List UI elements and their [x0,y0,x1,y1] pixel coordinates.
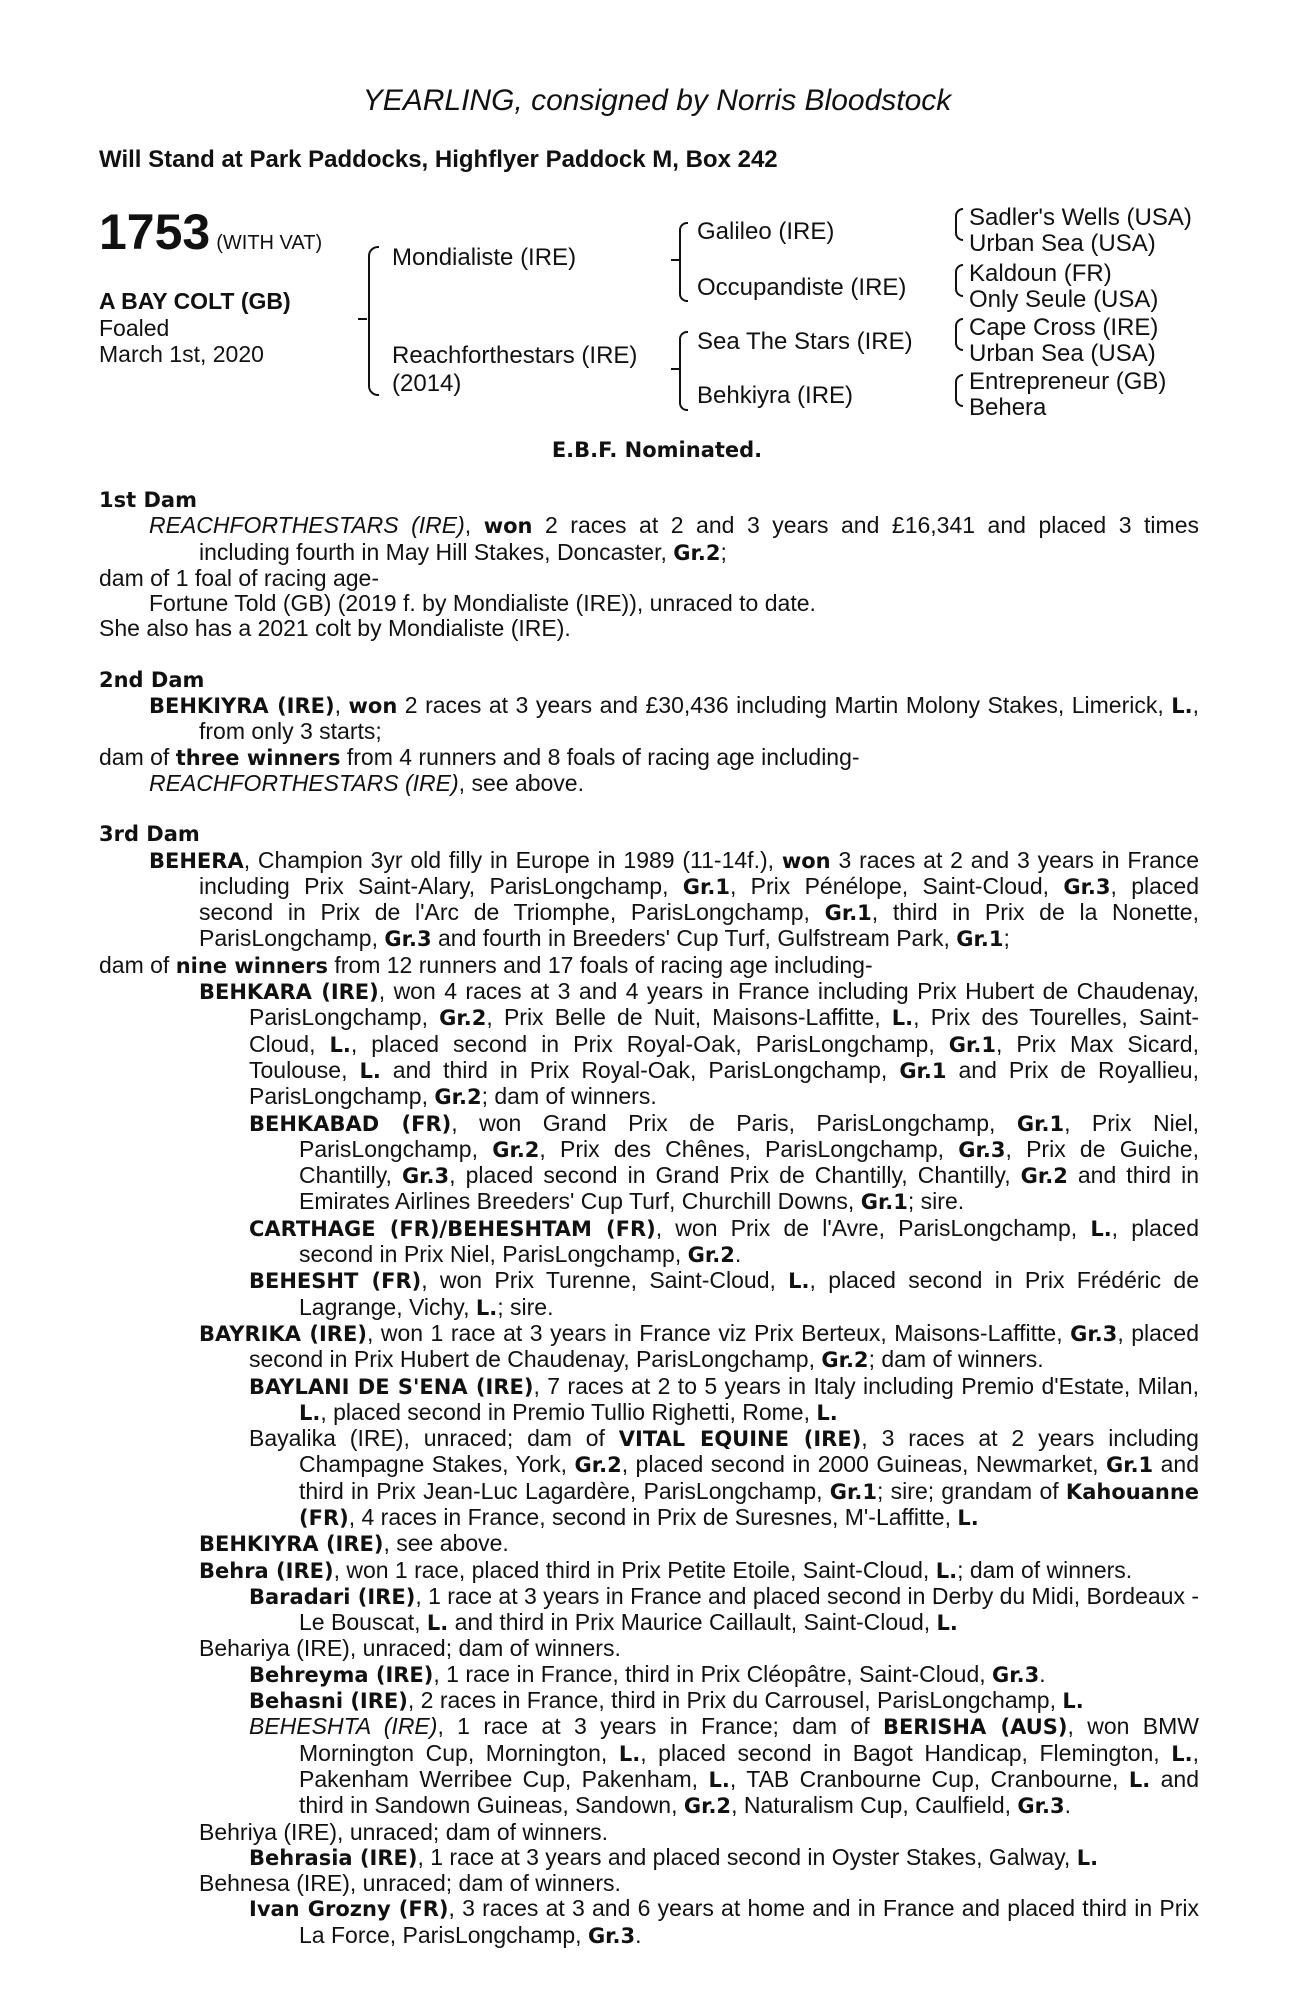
text: , from only 3 starts; [199,692,1199,745]
foaled-label: Foaled [99,315,170,341]
first-dam-foal: Fortune Told (GB) (2019 f. by Mondialiste (IRE)), unraced to date. [149,590,816,617]
produce-bayrika [99,1321,1199,1374]
first-dam-dam-of: dam of 1 foal of racing age- [99,564,379,591]
horse-name: BEHESHTA (IRE) [249,1713,438,1740]
pedigree-brace-dam-tip [671,368,680,370]
text: , won 1 race, placed third in Prix Petite Etoile, Saint-Cloud, [333,1556,936,1583]
third-dam-name: BEHERA [149,848,244,873]
text: , won 4 races at 3 and 4 years in France including Prix Hubert de Chaudenay, ParisLongchamp, [249,978,1199,1031]
horse-name: Baradari (IRE) [249,1584,416,1609]
produce-bayalika [99,1426,1199,1531]
listed: L. [475,1295,498,1320]
pedigree-brace-g3-4 [955,374,963,407]
text: and third in Prix Royal-Oak, ParisLongchamp, [380,1056,900,1083]
pedigree-gen2-4: Behkiyra (IRE) [697,382,854,409]
text: ; dam of winners. [481,1083,657,1110]
text: and third in Prix Jean-Luc Lagardère, ParisLongchamp, [299,1451,1200,1504]
pedigree-gen3-1: Sadler's Wells (USA) [969,204,1192,231]
page-title: YEARLING, consigned by Norris Bloodstock [362,84,952,117]
horse-name: CARTHAGE (FR)/BEHESHTAM (FR) [249,1216,656,1241]
text: . [1039,1660,1046,1687]
text: , won Prix Turenne, Saint-Cloud, [421,1267,789,1294]
text: , Prix Pénélope, Saint-Cloud, [729,872,1064,899]
grade: Gr.2 [821,1348,869,1373]
horse-name: Kahouanne (FR) [299,1479,1200,1530]
text: , 1 race in France, third in Prix Cléopâtre, Saint-Cloud, [433,1660,993,1687]
produce-behriya: Behriya (IRE), unraced; dam of winners. [199,1818,609,1845]
spacer [99,642,1199,668]
grade: Gr.3 [401,1164,450,1189]
text: ; [1003,925,1010,952]
grade: Gr.1 [1105,1453,1154,1478]
grade: Gr.3 [384,927,432,952]
text: dam of [99,743,176,770]
grade: Gr.2 [439,1006,487,1031]
produce-behasni [99,1688,1199,1714]
stand-location: Will Stand at Park Paddocks, Highflyer Paddock M, Box 242 [99,146,778,173]
text: , placed second in Prix Hubert de Chaudenay, ParisLongchamp, [249,1319,1199,1373]
produce-behnesa: Behnesa (IRE), unraced; dam of winners. [199,1870,621,1897]
text: , placed second in Grand Prix de Chantilly, Chantilly, [449,1162,1021,1189]
listed: L. [426,1611,449,1636]
horse-name: BEHKABAD (FR) [249,1111,452,1136]
listed: L. [618,1741,641,1766]
text: , Prix Max Sicard, Toulouse, [249,1030,1199,1083]
produce-behra [99,1558,1199,1584]
grade: Gr.3 [1063,874,1111,899]
text: ; dam of winners. [868,1346,1044,1373]
grade: Gr.1 [824,901,872,926]
listed: L. [1076,1845,1099,1870]
grade: Gr.1 [1016,1111,1065,1136]
grade: Gr.2 [492,1137,540,1162]
grade: Gr.3 [587,1923,636,1948]
listed: L. [329,1032,351,1057]
text: , won BMW Mornington Cup, Mornington, [299,1713,1200,1766]
text: from 4 runners and 8 foals of racing age including- [340,743,860,770]
text: , 2 races in France, third in Prix du Carrousel, ParisLongchamp, [407,1687,1063,1714]
produce-carthage [99,1216,1199,1269]
listed: L. [1171,694,1193,719]
listed: L. [788,1269,810,1294]
produce-baradari [99,1584,1199,1637]
listed: L. [299,1400,321,1425]
text: and third in Sandown Guineas, Sandown, [299,1765,1199,1819]
horse-name: Behrasia (IRE) [249,1845,418,1870]
text: , placed second in Bagot Handicap, Flemington, [640,1739,1172,1766]
grade: Gr.3 [1017,1794,1065,1819]
text: ; sire; grandam of [877,1477,1066,1504]
pedigree-brace-main [368,246,379,396]
text: 3 races at 2 and 3 years in France including Prix Saint-Alary, ParisLongchamp, [199,846,1199,899]
text: , 1 race at 3 years and placed second in Oyster Stakes, Galway, [417,1843,1077,1870]
pedigree-gen2-1: Galileo (IRE) [697,218,835,245]
text: ; [720,538,727,565]
second-dam-name: BEHKIYRA (IRE) [149,694,335,719]
text: 2 races at 3 years and £30,436 including Martin Molony Stakes, Limerick, [397,692,1172,719]
text: and third in Prix Maurice Caillault, Saint-Cloud, [448,1609,937,1636]
pedigree-gen2-2: Occupandiste (IRE) [697,274,907,301]
produce-beheshta [99,1714,1199,1819]
text: , 4 races in France, second in Prix de Suresnes, M'-Laffitte, [348,1503,958,1530]
second-dam-dam-of [99,745,1199,771]
pedigree-brace-dam [679,331,688,411]
text: ; dam of winners. [957,1556,1133,1583]
produce-ivan-grozny [99,1896,1199,1949]
text: , Prix Niel, ParisLongchamp, [299,1109,1199,1162]
pedigree-gen3-7: Entrepreneur (GB) [969,368,1167,395]
horse-name: BEHESHT (FR) [249,1269,422,1294]
text: , Naturalism Cup, Caulfield, [731,1792,1018,1819]
grade: Gr.2 [673,540,721,565]
text: , placed second in 2000 Guineas, Newmarket, [621,1451,1106,1478]
grade: Gr.2 [683,1794,732,1819]
text: and fourth in Breeders' Cup Turf, Gulfstream Park, [431,925,957,952]
listed: L. [891,1006,914,1031]
listed: L. [1171,1741,1193,1766]
horse-name: Ivan Grozny (FR) [249,1897,449,1922]
third-dam-dam-of [99,953,1199,979]
text: , see above. [383,1530,509,1557]
text: ; sire. [497,1293,554,1320]
pedigree-gen3-5: Cape Cross (IRE) [969,314,1159,341]
text: , Prix des Tourelles, Saint-Cloud, [249,1004,1200,1057]
text: from 12 runners and 17 foals of racing age including- [327,951,873,978]
listed: L. [1062,1689,1084,1714]
grade: Gr.2 [1020,1164,1068,1189]
horse-name: VITAL EQUINE (IRE) [618,1427,862,1452]
second-dam-foal [99,771,1199,796]
text: . [1064,1792,1071,1819]
foaled-date: March 1st, 2020 [99,341,264,367]
produce-behkabad [99,1111,1199,1216]
ebf-nominated: E.B.F. Nominated. [551,438,763,462]
winners-count: nine winners [175,953,328,978]
text: , placed second in Prix Frédéric de Lagrange, Vichy, [299,1267,1199,1320]
text: . [734,1241,742,1268]
text: and Prix de Royallieu, ParisLongchamp, [249,1056,1199,1110]
third-dam-paragraph [99,848,1199,953]
pedigree-gen3-2: Urban Sea (USA) [969,230,1156,257]
horse-name: Behasni (IRE) [249,1689,408,1714]
second-dam-paragraph [99,693,1199,745]
vat-note: (WITH VAT) [216,232,323,254]
text: , 1 race at 3 years in France; dam of [437,1713,883,1740]
won-label: won [348,694,398,719]
text: , see above. [458,769,584,796]
text: , placed second in Prix Royal-Oak, ParisLongchamp, [350,1030,949,1057]
horse-name: BAYRIKA (IRE) [199,1321,367,1346]
pedigree-gen3-6: Urban Sea (USA) [969,340,1156,367]
listed: L. [1128,1767,1151,1792]
won-label: won [781,848,831,873]
grade: Gr.3 [958,1137,1006,1162]
text: Bayalika (IRE), unraced; dam of [249,1425,619,1452]
pedigree-brace-sire-tip [671,259,680,261]
foal-name: REACHFORTHESTARS (IRE) [149,769,459,796]
pedigree-brace-main-tip [358,318,367,320]
second-dam-heading: 2nd Dam [99,667,205,692]
produce-behreyma [99,1662,1199,1688]
text: and third in Emirates Airlines Breeders' Cup Turf, Churchill Downs, [299,1162,1199,1215]
text: 2 races at 2 and 3 years and £16,341 and placed 3 times including fourth in May Hill Stakes, Doncaster, [199,512,1199,565]
text: , Pakenham Werribee Cup, Pakenham, [299,1739,1199,1792]
dam-details [99,488,1199,1949]
lot-number-block [99,203,322,261]
horse-name: BEHKIYRA (IRE) [199,1532,384,1557]
pedigree-sire: Mondialiste (IRE) [392,244,577,271]
pedigree-gen3-4: Only Seule (USA) [969,286,1159,313]
text: , Prix de Guiche, Chantilly, [299,1135,1199,1189]
first-dam-heading: 1st Dam [99,488,197,512]
listed: L. [708,1767,730,1792]
listed: L. [957,1505,979,1530]
grade: Gr.1 [860,1190,908,1215]
horse-name: Behreyma (IRE) [249,1662,434,1687]
text: , 7 races at 2 to 5 years in Italy including Premio d'Estate, Milan, [533,1372,1199,1399]
produce-behariya: Behariya (IRE), unraced; dam of winners. [199,1635,621,1662]
grade: Gr.2 [434,1085,482,1110]
produce-behkara [99,979,1199,1110]
text: , Champion 3yr old filly in Europe in 1989 (11-14f.), [243,846,782,873]
grade: Gr.1 [956,927,1004,952]
text: , 3 races at 2 years including Champagne Stakes, York, [299,1425,1199,1478]
spacer [99,796,1199,822]
first-dam-name: REACHFORTHESTARS (IRE) [149,512,465,539]
text: , won Grand Prix de Paris, ParisLongchamp, [451,1109,1017,1136]
grade: Gr.3 [1070,1321,1118,1346]
horse-name: BEHKARA (IRE) [199,980,379,1005]
grade: Gr.1 [948,1032,996,1057]
text: . [635,1921,642,1948]
grade: Gr.1 [899,1058,947,1083]
grade: Gr.3 [992,1662,1040,1687]
listed: L. [359,1058,381,1083]
grade: Gr.1 [829,1479,877,1504]
listed: L. [936,1611,958,1636]
text: , placed second in Prix de l'Arc de Triomphe, ParisLongchamp, [199,872,1199,926]
lot-number: 1753 [99,204,211,260]
text: , [464,512,484,539]
pedigree-gen2-3: Sea The Stars (IRE) [697,328,913,355]
text: , placed second in Premio Tullio Righetti, Rome, [320,1398,817,1425]
text: , Prix Belle de Nuit, Maisons-Laffitte, [486,1004,892,1031]
produce-behrasia [99,1845,1199,1871]
text: , [334,692,349,719]
lot-description: A BAY COLT (GB) [99,288,291,314]
horse-name: BAYLANI DE S'ENA (IRE) [249,1374,534,1399]
listed: L. [935,1558,958,1583]
pedigree-dam: Reachforthestars (IRE) [392,342,638,369]
text: , won Prix de l'Avre, ParisLongchamp, [655,1214,1091,1241]
text: , won 1 race at 3 years in France viz Prix Berteux, Maisons-Laffitte, [366,1319,1071,1346]
winners-count: three winners [175,745,341,770]
pedigree-gen3-8: Behera [969,394,1047,421]
pedigree-brace-g3-3 [955,318,963,351]
pedigree-gen3-3: Kaldoun (FR) [969,260,1112,287]
listed: L. [1090,1216,1112,1241]
text: , Prix des Chênes, ParisLongchamp, [539,1135,959,1162]
horse-name: BERISHA (AUS) [882,1715,1068,1740]
grade: Gr.2 [574,1453,622,1478]
pedigree-brace-g3-1 [955,208,963,241]
third-dam-heading: 3rd Dam [99,822,200,847]
text: , TAB Cranbourne Cup, Cranbourne, [729,1765,1129,1792]
horse-name: Behra (IRE) [199,1558,334,1583]
listed: L. [816,1400,838,1425]
pedigree-dam-year: (2014) [392,370,462,397]
produce-behkiyra [99,1531,1199,1557]
text: dam of [99,951,176,978]
grade: Gr.1 [682,874,730,899]
text: , 1 race at 3 years in France and placed second in Derby du Midi, Bordeaux - Le Bouscat, [299,1582,1200,1636]
first-dam-paragraph [99,513,1199,566]
pedigree-brace-g3-2 [955,264,963,297]
text: , placed second in Prix Niel, ParisLongchamp, [299,1214,1200,1268]
produce-behesht [99,1268,1199,1321]
pedigree-brace-sire [679,222,688,302]
won-label: won [483,514,533,539]
produce-baylani [99,1374,1199,1427]
text: ; sire. [907,1188,965,1215]
text: , third in Prix de la Nonette, ParisLongchamp, [199,899,1199,952]
first-dam-note: She also has a 2021 colt by Mondialiste (IRE). [99,615,571,642]
grade: Gr.2 [687,1243,735,1268]
text: , 3 races at 3 and 6 years at home and in France and placed third in Prix La Force, ParisLongchamp, [299,1895,1199,1948]
